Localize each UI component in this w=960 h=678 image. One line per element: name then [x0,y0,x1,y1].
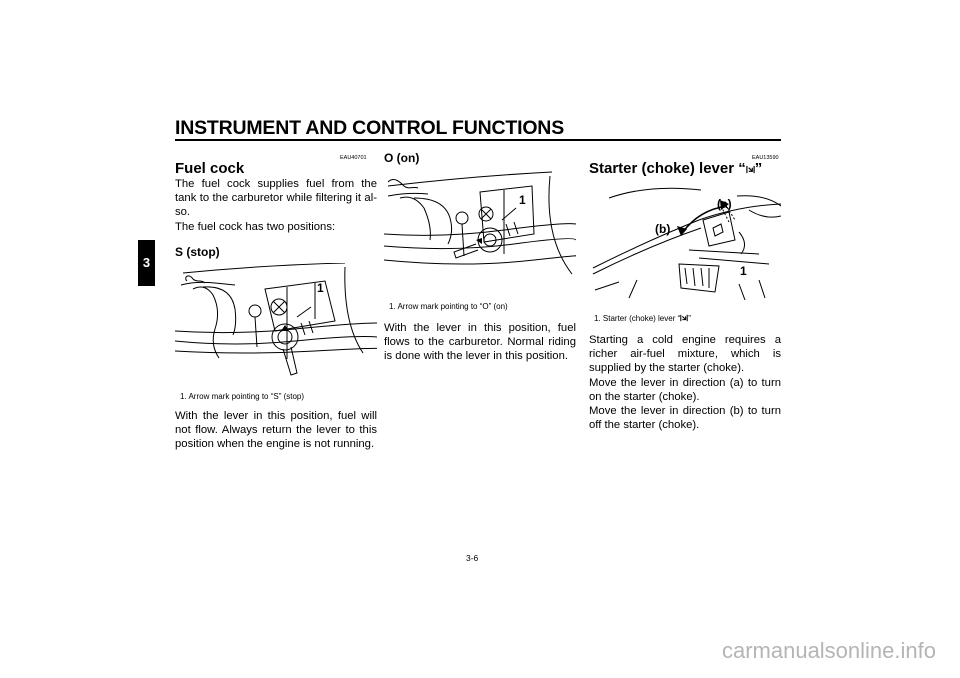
callout-1-choke: 1 [740,264,747,278]
caption-choke [594,314,691,323]
header-rule [175,139,781,141]
section-heading-fuel-cock: Fuel cock [175,160,245,177]
caption-on: 1. Arrow mark pointing to “O” (on) [389,302,508,311]
choke-body-2: Move the lever in direction (a) to turn on the starter (choke). [589,377,781,404]
caption-choke-text: 1. Starter (choke) lever “ [594,314,681,323]
label-b: (b) [655,222,671,236]
fuel-cock-intro: The fuel cock supplies fuel from the tank to the carburetor while filtering it al-so. [175,178,377,219]
chapter-tab: 3 [138,240,155,286]
watermark: carmanualsonline.info [721,638,936,663]
label-a: (a) [717,197,732,211]
caption-choke-close: ” [688,314,691,323]
subheading-on: O (on) [384,151,420,165]
subheading-stop: S (stop) [175,245,220,259]
choke-body-1: Starting a cold engine requires a richer air-fuel mixture, which is supplied by the starter (choke). [589,334,781,375]
choke-body-3: Move the lever in direction (b) to turn off the starter (choke). [589,405,781,432]
caption-stop: 1. Arrow mark pointing to “S” (stop) [180,392,305,401]
fuel-cock-on-illustration [384,168,576,288]
fuel-cock-stop-illustration [175,263,377,383]
page-number: 3-6 [466,553,479,563]
doc-code: EAU40701 [340,155,367,161]
callout-1-on: 1 [519,193,526,207]
stop-body: With the lever in this position, fuel will not flow. Always return the lever to this position when the engine is not running. [175,410,377,451]
choke-icon [746,165,755,174]
heading-choke-close: ” [754,160,763,177]
choke-lever-illustration [589,180,781,300]
on-body: With the lever in this position, fuel flows to the carburetor. Normal riding is done with the lever in this position. [384,322,576,363]
fuel-cock-stop-drawing [175,263,377,383]
heading-choke-text: Starter (choke) lever “ [589,160,746,177]
positions-line: The fuel cock has two positions: [175,221,336,233]
choke-lever-drawing [589,180,781,300]
callout-1-stop: 1 [317,281,324,295]
section-heading-choke [589,160,762,177]
doc-code-2: EAU13590 [752,155,779,161]
page-header-title: INSTRUMENT AND CONTROL FUNCTIONS [175,117,564,139]
fuel-cock-on-drawing [384,168,576,288]
